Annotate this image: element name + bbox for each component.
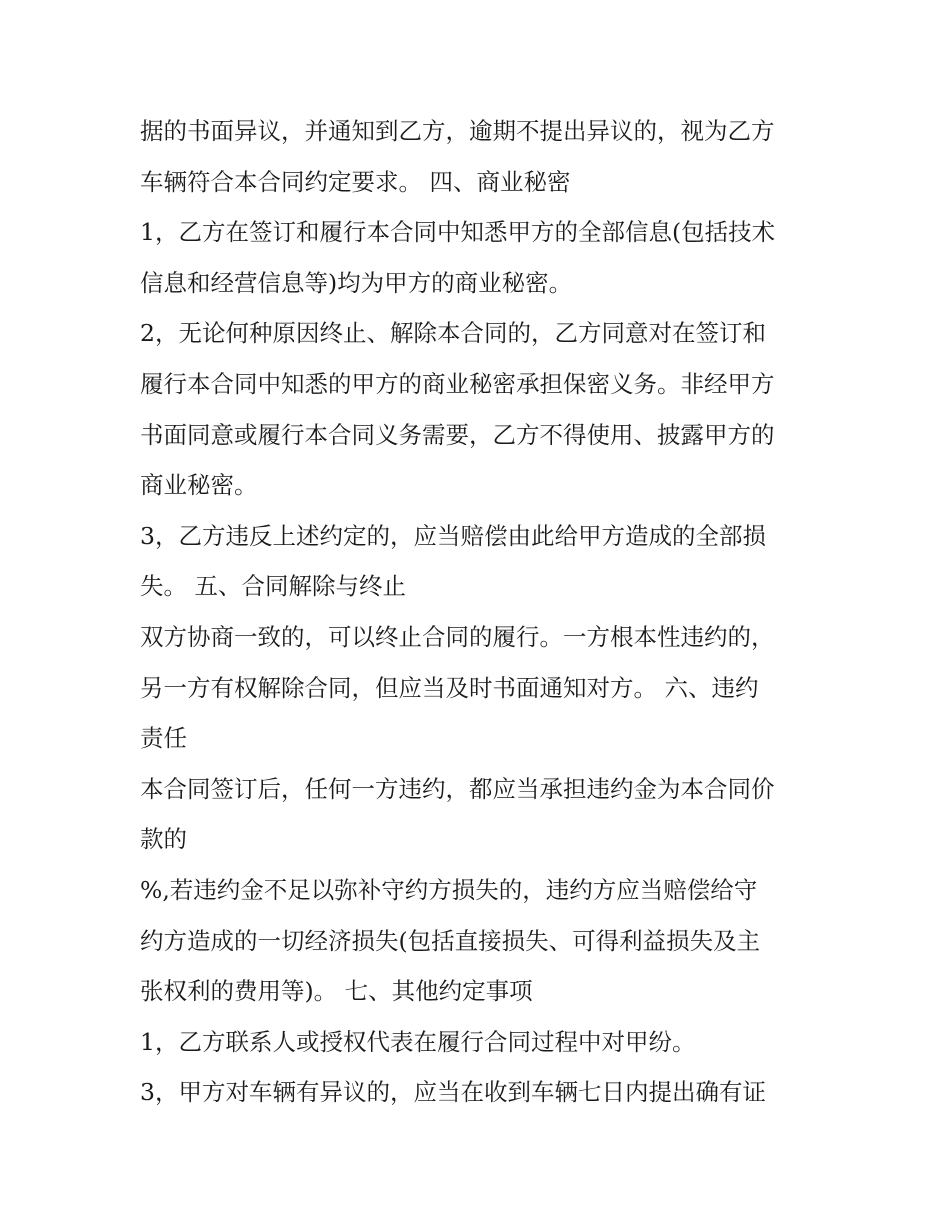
text-line: 失。 五、合同解除与终止 bbox=[140, 572, 406, 601]
text-line: 2，无论何种原因终止、解除本合同的，乙方同意对在签订和 bbox=[140, 319, 766, 348]
text-line: 双方协商一致的，可以终止合同的履行。一方根本性违约的， bbox=[140, 622, 775, 651]
text-line: 3，甲方对车辆有异议的，应当在收到车辆七日内提出确有证 bbox=[140, 1078, 766, 1107]
text-line: 款的 bbox=[140, 825, 187, 854]
text-line: 履行本合同中知悉的甲方的商业秘密承担保密义务。非经甲方 bbox=[140, 369, 775, 398]
text-line: 张权利的费用等)。 七、其他约定事项 bbox=[140, 977, 533, 1006]
text-line: 信息和经营信息等)均为甲方的商业秘密。 bbox=[140, 268, 573, 297]
text-line: 据的书面异议，并通知到乙方，逾期不提出异议的，视为乙方 bbox=[140, 117, 775, 145]
text-line: %,若违约金不足以弥补守约方损失的，违约方应当赔偿给守 bbox=[140, 875, 758, 904]
text-line: 书面同意或履行本合同义务需要，乙方不得使用、披露甲方的 bbox=[140, 420, 775, 449]
text-line: 责任 bbox=[140, 724, 187, 753]
text-line: 约方造成的一切经济损失(包括直接损失、可得利益损失及主 bbox=[140, 926, 761, 955]
text-line: 1，乙方在签订和履行本合同中知悉甲方的全部信息(包括技术 bbox=[140, 218, 776, 247]
contract-body-text bbox=[140, 106, 830, 1118]
text-line: 3，乙方违反上述约定的，应当赔偿由此给甲方造成的全部损 bbox=[140, 521, 766, 550]
text-line: 车辆符合本合同约定要求。 四、商业秘密 bbox=[140, 167, 571, 196]
text-line: 1，乙方联系人或授权代表在履行合同过程中对甲纷。 bbox=[140, 1027, 696, 1056]
text-line: 另一方有权解除合同，但应当及时书面通知对方。 六、违约 bbox=[140, 673, 759, 702]
text-line: 商业秘密。 bbox=[140, 471, 258, 500]
text-line: 本合同签订后，任何一方违约，都应当承担违约金为本合同价 bbox=[140, 774, 775, 803]
